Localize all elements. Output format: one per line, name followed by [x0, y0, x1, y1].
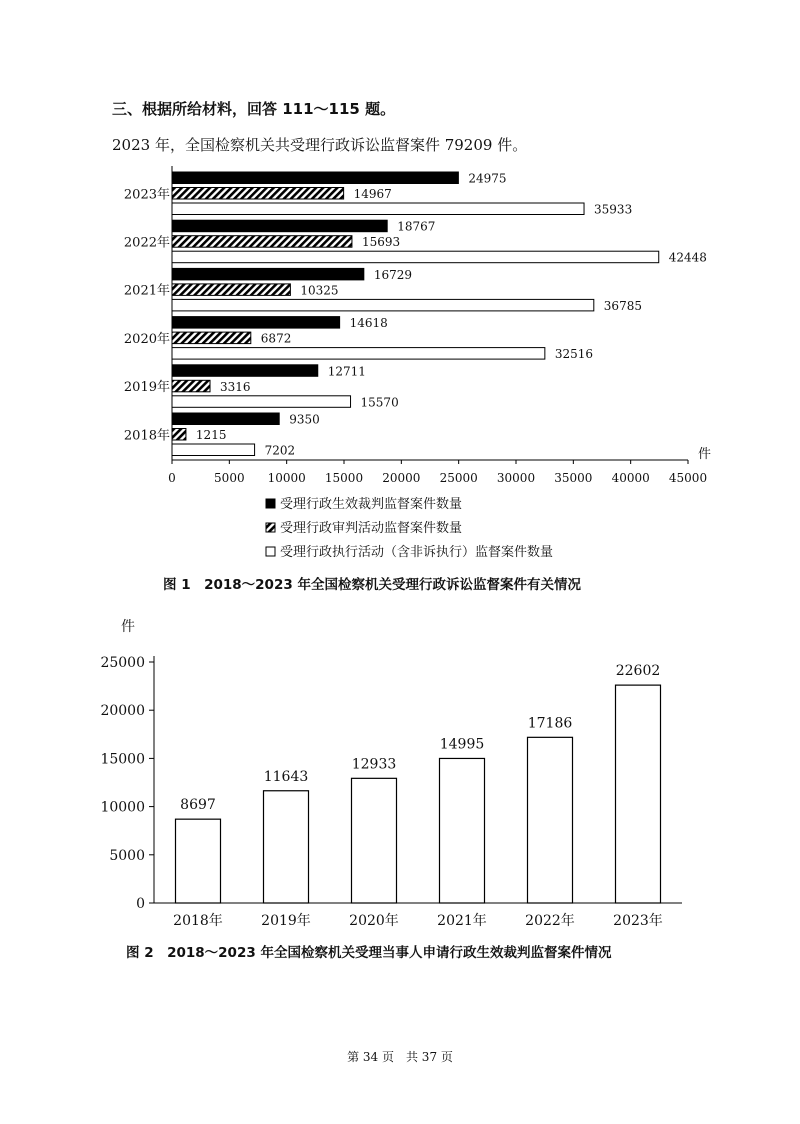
x-category-label: 2023年 [613, 913, 663, 929]
y-tick-label: 10000 [100, 799, 145, 816]
x-tick-label: 10000 [267, 471, 306, 485]
y-category-label: 2022年 [123, 235, 170, 251]
y-tick-label: 20000 [100, 703, 145, 720]
bar-value-label: 17186 [527, 715, 573, 732]
x-tick-label: 40000 [611, 471, 650, 485]
bar-value-label: 42448 [668, 250, 707, 265]
bar-value-label: 12711 [327, 364, 366, 379]
bar-value-label: 15693 [361, 235, 401, 250]
bar-value-label: 14995 [439, 736, 485, 753]
bar-value-label: 14967 [353, 187, 392, 201]
bar-value-label: 12933 [351, 756, 397, 773]
x-tick-label: 20000 [382, 471, 421, 485]
bar-value-label: 3316 [220, 379, 251, 394]
bar [176, 819, 221, 903]
bar-value-label: 1215 [195, 428, 227, 442]
bar-value-label: 14618 [349, 316, 388, 331]
bar-value-label: 36785 [603, 298, 642, 313]
bar-value-label: 16729 [373, 267, 413, 282]
y-tick-label: 0 [136, 896, 145, 912]
chart-1-caption: 图 1 2018～2023 年全国检察机关受理行政诉讼监督案件有关情况 [163, 577, 581, 593]
bar-value-label: 10325 [300, 283, 339, 298]
bar-value-label: 6872 [260, 331, 292, 346]
bar-value-label: 8697 [180, 797, 216, 814]
intro-text: 2023 年，全国检察机关共受理行政诉讼监督案件 79209 件。 [112, 136, 528, 154]
y-category-label: 2018年 [123, 428, 170, 444]
legend-label: 受理行政审判活动监督案件数量 [280, 521, 463, 536]
bar [264, 791, 309, 903]
x-tick-label: 5000 [214, 471, 245, 485]
bar [616, 685, 661, 903]
bar [440, 758, 485, 903]
y-category-label: 2020年 [123, 331, 170, 347]
x-category-label: 2019年 [261, 913, 311, 929]
bar-value-label: 24975 [468, 171, 507, 186]
y-tick-label: 25000 [100, 655, 145, 671]
bar-value-label: 18767 [397, 219, 436, 234]
x-tick-label: 15000 [324, 471, 364, 485]
y-tick-label: 5000 [109, 847, 145, 864]
legend-label: 受理行政执行活动（含非诉执行）监督案件数量 [280, 545, 554, 560]
x-category-label: 2018年 [173, 913, 223, 929]
bar-value-label: 9350 [289, 412, 320, 427]
bar [528, 737, 573, 903]
y-category-label: 2023年 [123, 187, 170, 203]
x-tick-label: 0 [168, 471, 176, 485]
bar [352, 778, 397, 903]
y-category-label: 2019年 [123, 380, 170, 396]
x-tick-label: 30000 [496, 471, 536, 485]
legend-label: 受理行政生效裁判监督案件数量 [280, 497, 463, 512]
bar-value-label: 32516 [554, 347, 594, 362]
x-tick-label: 45000 [668, 471, 708, 485]
page-footer: 第 34 页 共 37 页 [347, 1050, 453, 1064]
x-category-label: 2021年 [437, 913, 487, 929]
chart-2-caption: 图 2 2018～2023 年全国检察机关受理当事人申请行政生效裁判监督案件情况 [126, 945, 612, 961]
x-tick-label: 35000 [554, 471, 593, 485]
x-tick-label: 25000 [439, 471, 478, 485]
bar-value-label: 22602 [615, 663, 661, 680]
bar-value-label: 7202 [264, 443, 296, 458]
bar-value-label: 15570 [360, 395, 399, 410]
x-category-label: 2020年 [349, 913, 399, 929]
section-heading: 三、根据所给材料，回答 111～115 题。 [112, 100, 396, 118]
y-category-label: 2021年 [123, 283, 170, 299]
y-axis-unit: 件 [121, 619, 135, 635]
x-category-label: 2022年 [525, 913, 575, 929]
bar-value-label: 11643 [263, 768, 309, 785]
y-tick-label: 15000 [100, 751, 145, 768]
x-axis-unit: 件 [698, 447, 712, 462]
bar-value-label: 35933 [594, 202, 633, 217]
